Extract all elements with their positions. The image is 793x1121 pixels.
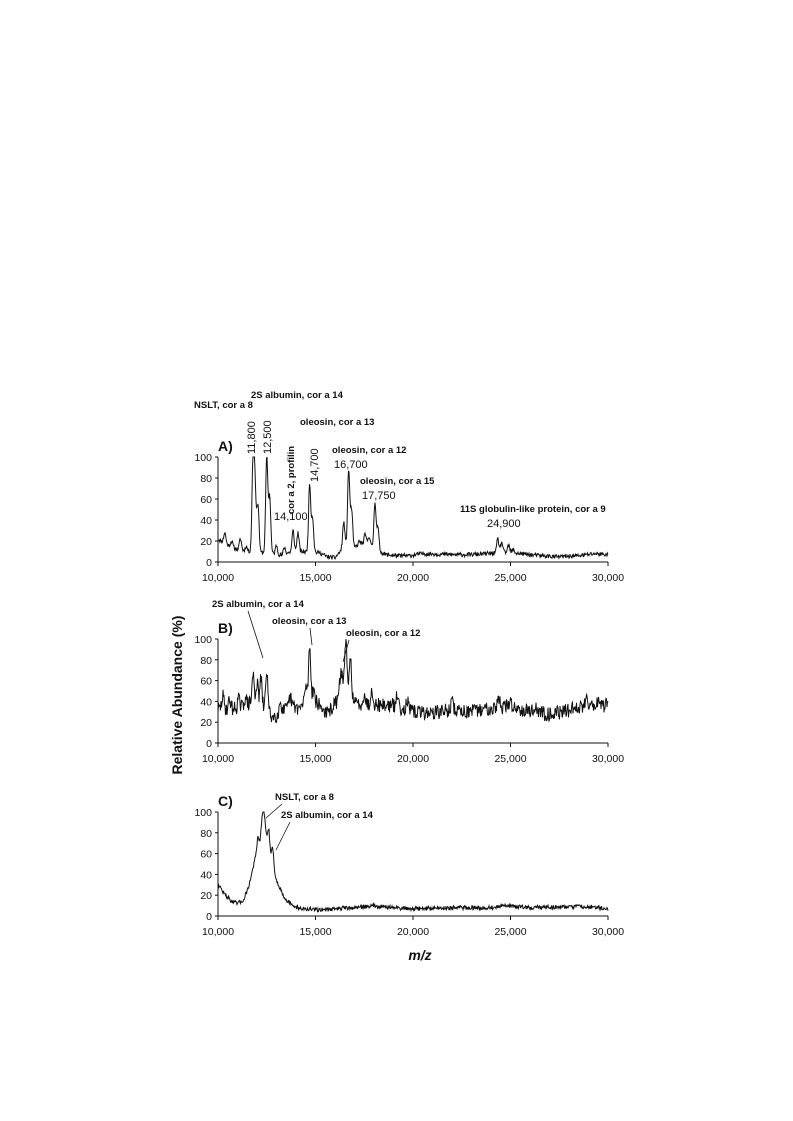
x-tick-label: 10,000 — [201, 926, 235, 938]
y-tick-label: 60 — [200, 494, 212, 506]
x-tick-label: 15,000 — [299, 926, 332, 938]
x-tick-label: 25,000 — [494, 572, 527, 584]
x-axis-title: m/z — [408, 947, 432, 963]
annotation-c-2s-label: 2S albumin, cor a 14 — [281, 810, 373, 821]
annotation-a-oleosin15-label: oleosin, cor a 15 — [360, 476, 435, 487]
panel-a — [194, 390, 624, 584]
x-tick-label: 25,000 — [494, 926, 527, 938]
annotation-a-11s-value: 24,900 — [487, 518, 521, 530]
y-tick-label: 0 — [206, 738, 212, 750]
panel-b-label: B) — [218, 620, 233, 636]
y-tick-label: 100 — [194, 634, 212, 646]
panel-a-y-ticks — [194, 452, 218, 569]
annotation-b-oleosin13-label: oleosin, cor a 13 — [272, 616, 347, 627]
x-tick-label: 20,000 — [396, 572, 430, 584]
annotation-a-oleosin13-label: oleosin, cor a 13 — [300, 417, 375, 428]
annotation-c-nslt-leader — [266, 804, 282, 818]
annotation-a-oleosin15-value: 17,750 — [362, 490, 396, 502]
y-tick-label: 0 — [206, 557, 212, 569]
y-tick-label: 100 — [194, 452, 212, 464]
annotation-b-2s-label: 2S albumin, cor a 14 — [212, 599, 304, 610]
panel-a-label: A) — [218, 438, 233, 454]
y-tick-label: 80 — [200, 827, 212, 840]
annotation-b-oleosin12-label: oleosin, cor a 12 — [346, 628, 421, 639]
x-tick-label: 10,000 — [201, 753, 235, 765]
y-tick-label: 60 — [200, 675, 212, 688]
y-tick-label: 20 — [200, 536, 212, 548]
panel-c-label: C) — [218, 793, 233, 809]
annotation-c-nslt-label: NSLT, cor a 8 — [275, 792, 334, 803]
panel-c-x-ticks — [202, 916, 624, 938]
annotation-a-oleosin12-label: oleosin, cor a 12 — [332, 445, 407, 456]
y-tick-label: 40 — [200, 696, 212, 709]
y-tick-label: 20 — [200, 717, 212, 730]
annotation-a-oleosin13-value: 14,700 — [309, 448, 321, 482]
annotation-a-11s-label: 11S globulin-like protein, cor a 9 — [460, 504, 606, 515]
y-tick-label: 40 — [200, 869, 212, 882]
x-tick-label: 30,000 — [591, 572, 625, 584]
panel-c-spectrum-line — [218, 812, 608, 912]
annotation-b-oleosin13-leader — [310, 628, 312, 645]
y-tick-label: 20 — [200, 890, 212, 903]
panel-b-x-ticks — [202, 743, 624, 765]
x-tick-label: 30,000 — [591, 926, 625, 938]
panel-c-y-ticks — [194, 807, 218, 923]
x-tick-label: 15,000 — [299, 753, 332, 765]
x-tick-label: 15,000 — [299, 572, 332, 584]
x-tick-label: 10,000 — [201, 572, 235, 584]
y-axis-title: Relative Abundance (%) — [169, 615, 185, 775]
annotation-a-profilin-value: 14,100 — [274, 511, 308, 523]
y-tick-label: 80 — [200, 473, 212, 485]
y-tick-label: 80 — [200, 654, 212, 667]
panel-a-x-ticks — [202, 562, 624, 584]
x-tick-label: 20,000 — [396, 753, 430, 765]
x-tick-label: 25,000 — [494, 753, 527, 765]
annotation-c-2s-leader — [276, 822, 290, 850]
annotation-a-2s-value: 12,500 — [262, 420, 274, 454]
x-tick-label: 30,000 — [591, 753, 625, 765]
y-tick-label: 60 — [200, 848, 212, 861]
x-tick-label: 20,000 — [396, 926, 430, 938]
annotation-a-profilin-label: cor a 2, profilin — [286, 445, 297, 514]
annotation-a-nslt-value: 11,800 — [246, 421, 258, 454]
annotation-a-2s-label: 2S albumin, cor a 14 — [251, 390, 343, 401]
y-tick-label: 40 — [200, 515, 212, 527]
annotation-a-oleosin12-value: 16,700 — [334, 459, 368, 471]
panel-b-y-ticks — [194, 634, 218, 750]
annotation-b-2s-leader — [248, 611, 263, 658]
panel-c — [194, 792, 624, 938]
panel-b — [194, 599, 624, 765]
annotation-a-nslt-label: NSLT, cor a 8 — [194, 400, 253, 411]
y-tick-label: 100 — [194, 807, 212, 819]
panel-b-spectrum-line — [218, 639, 608, 722]
y-tick-label: 0 — [206, 911, 212, 923]
